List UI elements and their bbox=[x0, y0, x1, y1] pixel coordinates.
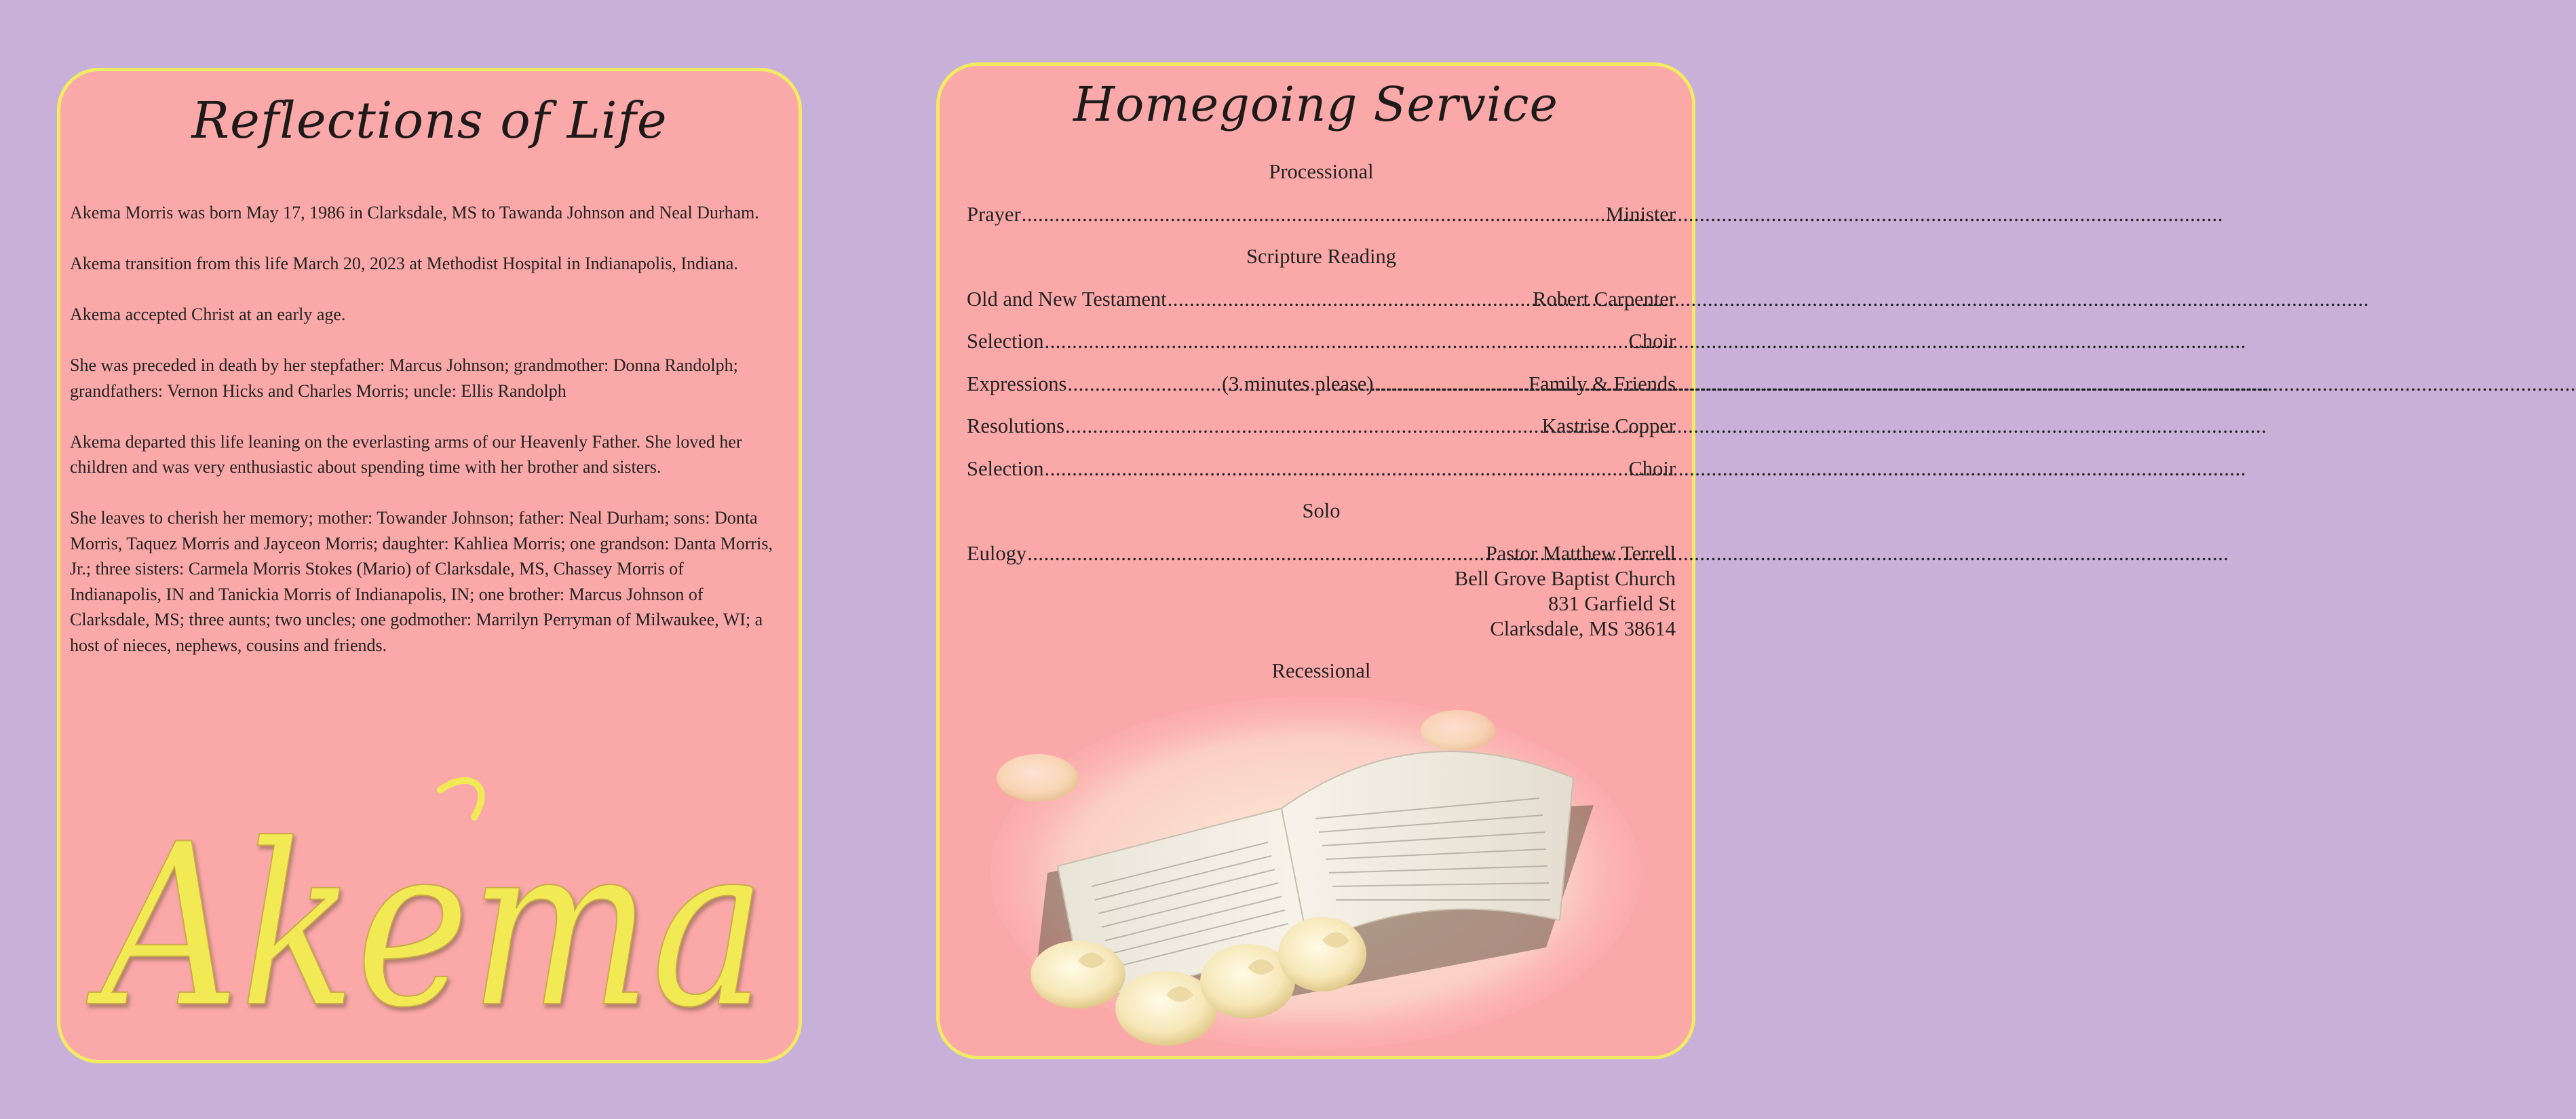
right-panel-service bbox=[936, 62, 1695, 1059]
dot-leader bbox=[1045, 456, 1628, 482]
church-name: Bell Grove Baptist Church bbox=[1454, 566, 1676, 590]
recessional-heading: Recessional bbox=[1271, 659, 1371, 682]
akema-name-art bbox=[85, 763, 773, 1057]
prayer-participant: Minister bbox=[1605, 202, 1676, 226]
program-row-eulogy bbox=[967, 541, 1676, 566]
dot-leader bbox=[1168, 287, 1533, 312]
left-panel-reflections bbox=[57, 68, 802, 1063]
prayer-label: Prayer bbox=[967, 202, 1021, 226]
selection-participant: Choir bbox=[1628, 456, 1676, 480]
resolutions-label: Resolutions bbox=[967, 414, 1065, 437]
dot-leader bbox=[1022, 202, 1605, 227]
dot-leader bbox=[1045, 329, 1628, 354]
scripture-heading: Scripture Reading bbox=[1246, 245, 1397, 268]
selection-participant: Choir bbox=[1628, 330, 1676, 353]
program-row-selection-1 bbox=[967, 329, 1676, 354]
program-row-expressions bbox=[967, 372, 1676, 397]
bio-paragraph-faith: Akema accepted Christ at an early age. bbox=[70, 305, 346, 324]
program-row-selection-2 bbox=[967, 456, 1676, 482]
selection-label: Selection bbox=[967, 330, 1044, 353]
obituary-text bbox=[70, 200, 775, 684]
dot-leader bbox=[1067, 372, 1221, 397]
eulogy-participant: Pastor Matthew Terrell bbox=[1485, 541, 1676, 565]
expressions-participant: Family & Friends bbox=[1529, 372, 1676, 395]
resolutions-participant: Kastrise Copper bbox=[1541, 414, 1676, 437]
testament-label: Old and New Testament bbox=[967, 287, 1167, 311]
church-address bbox=[967, 566, 1676, 642]
bio-paragraph-departed: Akema departed this life leaning on the everlasting arms of our Heavenly Father. She loved her children and was very enthusiastic about spending time with her brother and sisters. bbox=[70, 431, 742, 477]
expressions-note: (3 minutes please) bbox=[1221, 372, 1374, 395]
program-row-resolutions bbox=[967, 414, 1676, 439]
testament-participant: Robert Carpenter bbox=[1533, 287, 1676, 311]
bio-paragraph-transition: Akema transition from this life March 20, 2023 at Methodist Hospital in Indianapolis, Indiana. bbox=[70, 254, 738, 273]
reflections-title: Reflections of Life bbox=[191, 92, 668, 150]
order-of-service bbox=[967, 159, 1676, 701]
selection-label: Selection bbox=[967, 456, 1044, 480]
processional-heading: Processional bbox=[1269, 160, 1374, 183]
church-city: Clarksdale, MS 38614 bbox=[1490, 616, 1676, 640]
homegoing-title: Homegoing Service bbox=[1073, 77, 1558, 132]
program-row-prayer bbox=[967, 202, 1676, 227]
bio-paragraph-preceded: She was preceded in death by her stepfather: Marcus Johnson; grandmother: Donna Randolph; grandfathers: Vernon Hicks and Charles Morris; uncle: Ellis Randolph bbox=[70, 355, 738, 401]
dot-leader bbox=[1065, 414, 1541, 439]
bio-paragraph-survivors: She leaves to cherish her memory; mother: Towander Johnson; father: Neal Durham; sons: Donta Morris, Taquez Morris and Jayceon Morris; daughter: Kahliea Morris; one grandson: Danta Morris, Jr.; three sisters: Carmela Morris Stokes (Mario) of Clarksdale, MS, Chassey Morris of Indianapolis, IN and Tanickia Morris of Indianapolis, IN; one brother: Marcus Johnson of Clarksdale, MS; three aunts; two uncles; one godmother: Marrilyn Perryman of Milwaukee, WI; a host of nieces, nephews, cousins and friends. bbox=[70, 508, 773, 655]
dot-leader bbox=[1374, 372, 1529, 397]
akema-name-text: Akema bbox=[85, 796, 767, 1057]
expressions-label: Expressions bbox=[967, 372, 1067, 395]
open-bible-roses-image bbox=[983, 690, 1648, 1056]
eulogy-label: Eulogy bbox=[967, 541, 1027, 565]
church-street: 831 Garfield St bbox=[1547, 591, 1676, 615]
dot-leader bbox=[1027, 541, 1485, 566]
bio-paragraph-birth: Akema Morris was born May 17, 1986 in Clarksdale, MS to Tawanda Johnson and Neal Durham. bbox=[70, 203, 759, 222]
program-row-testament bbox=[967, 287, 1676, 312]
solo-heading: Solo bbox=[1302, 499, 1341, 522]
